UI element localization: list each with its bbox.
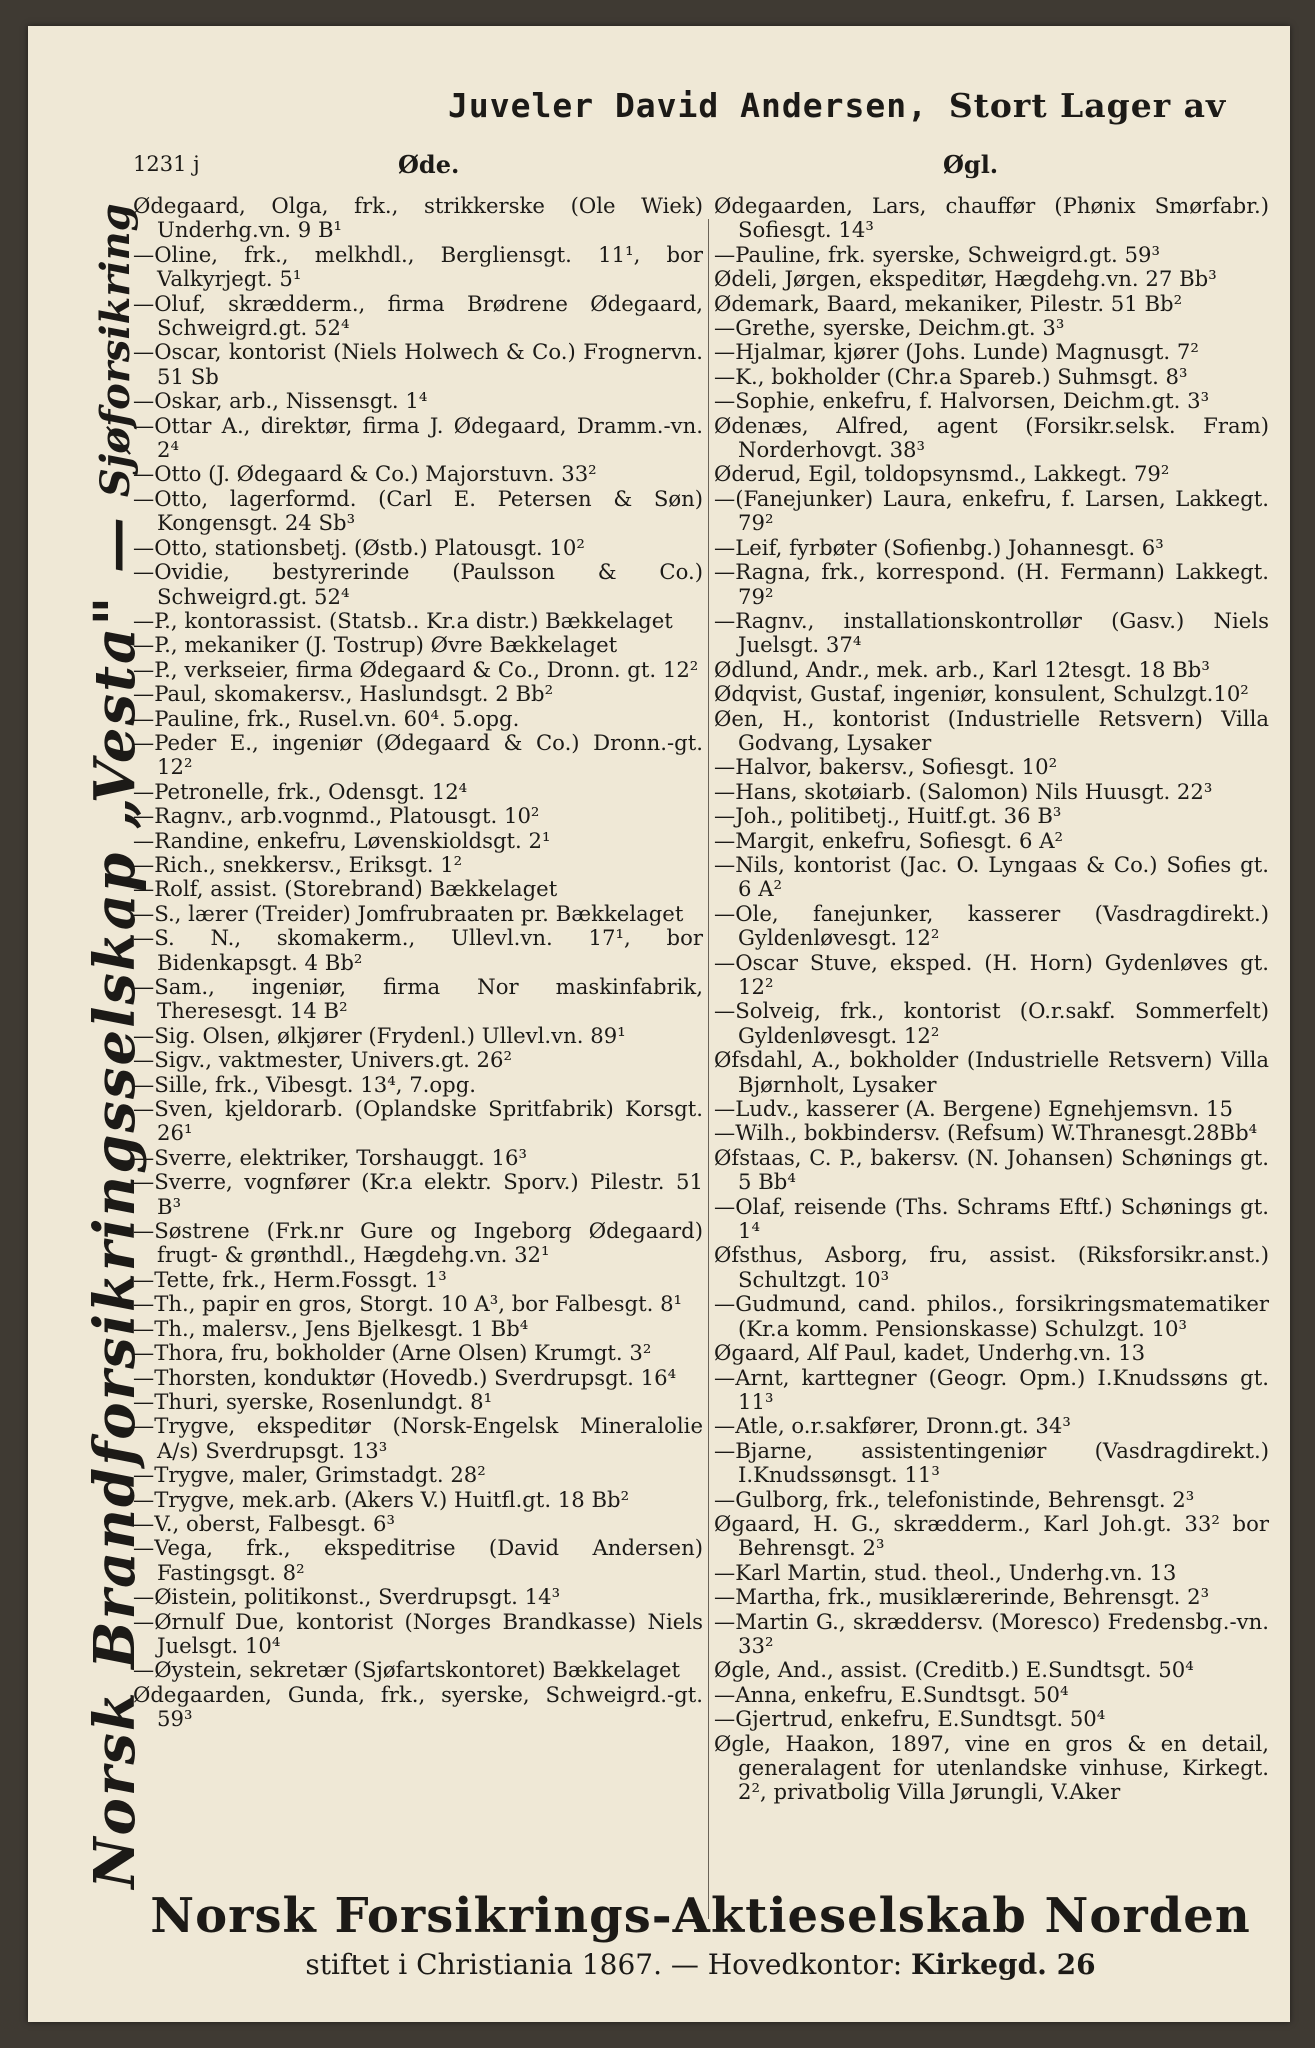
directory-entry: —Pauline, frk., Rusel.vn. 60⁴. 5.opg. — [133, 705, 520, 731]
directory-entry: —Rich., snekkersv., Eriksgt. 1² — [133, 851, 463, 877]
directory-entry: Ødlund, Andr., mek. arb., Karl 12tesgt. 18 Bb³ — [714, 656, 1210, 682]
directory-entry: —Hjalmar, kjører (Johs. Lunde) Magnusgt. 7² — [714, 339, 1199, 365]
directory-entry: —P., mekaniker (J. Tostrup) Øvre Bækkelaget — [133, 632, 618, 658]
directory-entry: Ødemark, Baard, mekaniker, Pilestr. 51 Bb² — [714, 290, 1183, 316]
directory-entry: —Martha, frk., musiklærerinde, Behrensgt. 2³ — [714, 1584, 1210, 1610]
bottom-advertisement — [133, 1888, 1268, 1981]
directory-entry: —Grethe, syerske, Deichm.gt. 3³ — [714, 315, 1065, 341]
directory-entry: —Oluf, skrædderm., firma Brødrene Ødegaard, Schweigrd.gt. 52⁴ — [133, 290, 703, 341]
directory-entry: —Ragnv., arb.vognmd., Platousgt. 10² — [133, 803, 540, 829]
directory-entry: —Halvor, bakersv., Sofiesgt. 10² — [714, 754, 1058, 780]
left-column — [133, 194, 703, 1732]
right-column — [714, 194, 1269, 1805]
directory-entry: —Ragna, frk., korrespond. (H. Fermann) Lakkegt. 79² — [714, 559, 1269, 609]
directory-entry: —Gudmund, cand. philos., forsikringsmatematiker (Kr.a komm. Pensionskasse) Schulzgt. 10³ — [714, 1291, 1269, 1341]
side-ad-main: Norsk Brandforsikringsselskap „Vesta" — — [82, 515, 148, 1889]
directory-entry: —Sverre, elektriker, Torshauggt. 16³ — [133, 1144, 527, 1170]
directory-entry: Øgaard, Alf Paul, kadet, Underhg.vn. 13 — [714, 1340, 1146, 1366]
directory-entry: —Pauline, frk. syerske, Schweigrd.gt. 59³ — [714, 241, 1160, 267]
directory-entry: —Gjertrud, enkefru, E.Sundtsgt. 50⁴ — [714, 1706, 1106, 1732]
banner-text-1: Juveler David Andersen, — [448, 86, 928, 125]
directory-entry: —Tette, frk., Herm.Fossgt. 1³ — [133, 1266, 447, 1292]
directory-entry: Øderud, Egil, toldopsynsmd., Lakkegt. 79² — [714, 461, 1170, 487]
directory-entry: —Oskar, arb., Nissensgt. 1⁴ — [133, 388, 428, 414]
directory-entry: —P., kontorassist. (Statsb.. Kr.a distr.) Bækkelaget — [133, 607, 673, 633]
directory-entry: —Søstrene (Frk.nr Gure og Ingeborg Ødegaard) frugt- & grønthdl., Hægdehg.vn. 32¹ — [133, 1218, 703, 1268]
bottom-ad-title: Norsk Forsikrings-Aktieselskab Norden — [150, 1888, 1251, 1944]
left-heading: Øde. — [398, 150, 460, 179]
directory-entry: —Petronelle, frk., Odensgt. 12⁴ — [133, 778, 468, 804]
directory-entry: —Sam., ingeniør, firma Nor maskinfabrik, Theresesgt. 14 B² — [133, 974, 703, 1024]
directory-entry: —Sven, kjeldorarb. (Oplandske Spritfabrik) Korsgt. 26¹ — [133, 1096, 703, 1146]
directory-entry: —Anna, enkefru, E.Sundtsgt. 50⁴ — [714, 1681, 1069, 1707]
directory-entry: —K., bokholder (Chr.a Spareb.) Suhmsgt. 8³ — [714, 363, 1188, 389]
directory-entry: —S., lærer (Treider) Jomfrubraaten pr. Bækkelaget — [133, 900, 684, 926]
directory-entry: —Margit, enkefru, Sofiesgt. 6 A² — [714, 827, 1063, 853]
directory-entry: —Otto, stationsbetj. (Østb.) Platousgt. 10² — [133, 534, 585, 560]
page-number: 1231 j — [133, 152, 200, 176]
directory-entry: Ødeli, Jørgen, ekspeditør, Hægdehg.vn. 27 Bb³ — [714, 266, 1217, 292]
directory-entry: —Wilh., bokbindersv. (Refsum) W.Thranesgt.28Bb⁴ — [714, 1120, 1258, 1146]
bottom-ad-address: Kirkegd. 26 — [911, 1948, 1096, 1981]
directory-entry: —Sverre, vognfører (Kr.a elektr. Sporv.) Pilestr. 51 B³ — [133, 1169, 703, 1219]
directory-entry: —Oscar, kontorist (Niels Holwech & Co.) Frognervn. 51 Sb — [133, 339, 703, 389]
directory-entry: —Martin G., skræddersv. (Moresco) Fredensbg.-vn. 33² — [714, 1608, 1269, 1658]
directory-entry: —Ragnv., installationskontrollør (Gasv.) Niels Juelsgt. 37⁴ — [714, 607, 1269, 658]
directory-entry: Ødenæs, Alfred, agent (Forsikr.selsk. Fram) Norderhovgt. 38³ — [714, 412, 1269, 463]
directory-entry: Øfstaas, C. P., bakersv. (N. Johansen) Schønings gt. 5 Bb⁴ — [714, 1144, 1269, 1195]
directory-entry: —Leif, fyrbøter (Sofienbg.) Johannesgt. 6³ — [714, 534, 1164, 560]
directory-entry: —Ørnulf Due, kontorist (Norges Brandkasse) Niels Juelsgt. 10⁴ — [133, 1608, 703, 1658]
directory-entry: Ødegaarden, Lars, chauffør (Phønix Smørfabr.) Sofiesgt. 14³ — [714, 193, 1269, 243]
directory-entry: —Peder E., ingeniør (Ødegaard & Co.) Dronn.-gt. 12² — [133, 729, 703, 780]
directory-entry: —Øystein, sekretær (Sjøfartskontoret) Bækkelaget — [133, 1657, 681, 1683]
directory-entry: —Rolf, assist. (Storebrand) Bækkelaget — [133, 876, 558, 902]
directory-entry: —Ovidie, bestyrerinde (Paulsson & Co.) Schweigrd.gt. 52⁴ — [133, 559, 703, 609]
directory-entry: —Thuri, syerske, Rosenlundgt. 8¹ — [133, 1388, 493, 1414]
directory-entry: —Oscar Stuve, eksped. (H. Horn) Gydenløves gt. 12² — [714, 949, 1269, 999]
directory-entry: —Solveig, frk., kontorist (O.r.sakf. Sommerfelt) Gyldenløvesgt. 12² — [714, 998, 1269, 1048]
directory-entry: —Otto (J. Ødegaard & Co.) Majorstuvn. 33² — [133, 461, 597, 487]
directory-entry: —Ole, fanejunker, kasserer (Vasdragdirekt.) Gyldenløvesgt. 12² — [714, 900, 1269, 951]
directory-entry: Ødegaard, Olga, frk., strikkerske (Ole Wiek) Underhg.vn. 9 B¹ — [133, 193, 703, 243]
top-advertisement-banner — [448, 86, 1268, 125]
directory-entry: Øgaard, H. G., skrædderm., Karl Joh.gt. 33² bor Behrensgt. 2³ — [714, 1510, 1269, 1561]
directory-entry: —Sophie, enkefru, f. Halvorsen, Deichm.gt. 3³ — [714, 388, 1210, 414]
directory-entry: —Thorsten, konduktør (Hovedb.) Sverdrupsgt. 16⁴ — [133, 1364, 677, 1390]
directory-entry: —Olaf, reisende (Ths. Schrams Eftf.) Schønings gt. 1⁴ — [714, 1193, 1269, 1244]
directory-entry: —Ottar A., direktør, firma J. Ødegaard, Dramm.-vn. 2⁴ — [133, 412, 703, 463]
directory-entry: Ødegaarden, Gunda, frk., syerske, Schweigrd.-gt. 59³ — [133, 1681, 703, 1732]
side-ad-sub: Sjøforsikring — [91, 203, 139, 498]
directory-entry: —Gulborg, frk., telefonistinde, Behrensgt. 2³ — [714, 1486, 1195, 1512]
right-heading: Øgl. — [943, 150, 999, 179]
directory-entry: —Ludv., kasserer (A. Bergene) Egnehjemsvn. 15 — [714, 1096, 1233, 1122]
directory-entry: —(Fanejunker) Laura, enkefru, f. Larsen, Lakkegt. 79² — [714, 485, 1269, 536]
directory-entry: —Sig. Olsen, ølkjører (Frydenl.) Ullevl.vn. 89¹ — [133, 1022, 626, 1048]
directory-entry: Øgle, And., assist. (Creditb.) E.Sundtsgt. 50⁴ — [714, 1657, 1194, 1683]
directory-entry: —Hans, skotøiarb. (Salomon) Nils Huusgt. 22³ — [714, 778, 1213, 804]
directory-entry: —Thora, fru, bokholder (Arne Olsen) Krumgt. 3² — [133, 1340, 652, 1366]
bottom-ad-founded: stiftet i Christiania 1867. — Hovedkontor: — [305, 1948, 903, 1981]
bottom-ad-subline — [133, 1948, 1268, 1981]
directory-entry: —Øistein, politikonst., Sverdrupsgt. 14³ — [133, 1584, 561, 1610]
directory-entry: —Bjarne, assistentingeniør (Vasdragdirekt.) I.Knudssønsgt. 11³ — [714, 1437, 1269, 1488]
directory-entry: Ødqvist, Gustaf, ingeniør, konsulent, Schulzgt.10² — [714, 681, 1249, 707]
directory-entry: Øen, H., kontorist (Industrielle Retsvern) Villa Godvang, Lysaker — [714, 705, 1269, 755]
directory-entry: —Trygve, maler, Grimstadgt. 28² — [133, 1462, 486, 1488]
directory-entry: —Atle, o.r.sakfører, Dronn.gt. 34³ — [714, 1413, 1071, 1439]
directory-entry: —Nils, kontorist (Jac. O. Lyngaas & Co.) Sofies gt. 6 A² — [714, 851, 1269, 902]
directory-entry: —S. N., skomakerm., Ullevl.vn. 17¹, bor Bidenkapsgt. 4 Bb² — [133, 925, 703, 975]
directory-entry: —Th., malersv., Jens Bjelkesgt. 1 Bb⁴ — [133, 1315, 529, 1341]
banner-text-2: Stort Lager av — [948, 86, 1227, 125]
directory-entry: —Sille, frk., Vibesgt. 13⁴, 7.opg. — [133, 1071, 477, 1097]
page-header — [133, 150, 1268, 186]
directory-entry: —Oline, frk., melkhdl., Bergliensgt. 11¹, bor Valkyrjegt. 5¹ — [133, 241, 703, 292]
directory-entry: Øfsthus, Asborg, fru, assist. (Riksforsikr.anst.) Schultzgt. 10³ — [714, 1242, 1269, 1292]
directory-entry: —Sigv., vaktmester, Univers.gt. 26² — [133, 1047, 513, 1073]
directory-entry: Øgle, Haakon, 1897, vine en gros & en detail, generalagent for utenlandske vinhuse, Kirkegt. 2², privatbolig Villa Jørungli, V.Aker — [714, 1730, 1269, 1805]
directory-entry: —Vega, frk., ekspeditrise (David Andersen) Fastingsgt. 8² — [133, 1535, 703, 1585]
directory-entry: —Paul, skomakersv., Haslundsgt. 2 Bb² — [133, 681, 554, 707]
directory-entry: —P., verkseier, firma Ødegaard & Co., Dronn. gt. 12² — [133, 656, 699, 682]
column-divider — [708, 219, 709, 1919]
directory-entry: —Trygve, mek.arb. (Akers V.) Huitfl.gt. 18 Bb² — [133, 1486, 630, 1512]
directory-entry: —Trygve, ekspeditør (Norsk-Engelsk Mineralolie A/s) Sverdrupsgt. 13³ — [133, 1413, 703, 1463]
directory-entry: —Th., papir en gros, Storgt. 10 A³, bor Falbesgt. 8¹ — [133, 1291, 683, 1317]
directory-page — [28, 26, 1290, 2022]
directory-entry: —Arnt, karttegner (Geogr. Opm.) I.Knudssøns gt. 11³ — [714, 1364, 1269, 1414]
directory-entry: —Joh., politibetj., Huitf.gt. 36 B³ — [714, 803, 1062, 829]
directory-entry: —V., oberst, Falbesgt. 6³ — [133, 1510, 395, 1536]
directory-entry: Øfsdahl, A., bokholder (Industrielle Retsvern) Villa Bjørnholt, Lysaker — [714, 1047, 1269, 1097]
directory-entry: —Karl Martin, stud. theol., Underhg.vn. 13 — [714, 1559, 1177, 1585]
directory-entry: —Otto, lagerformd. (Carl E. Petersen & Søn) Kongensgt. 24 Sb³ — [133, 485, 703, 536]
directory-entry: —Randine, enkefru, Løvenskioldsgt. 2¹ — [133, 827, 551, 853]
